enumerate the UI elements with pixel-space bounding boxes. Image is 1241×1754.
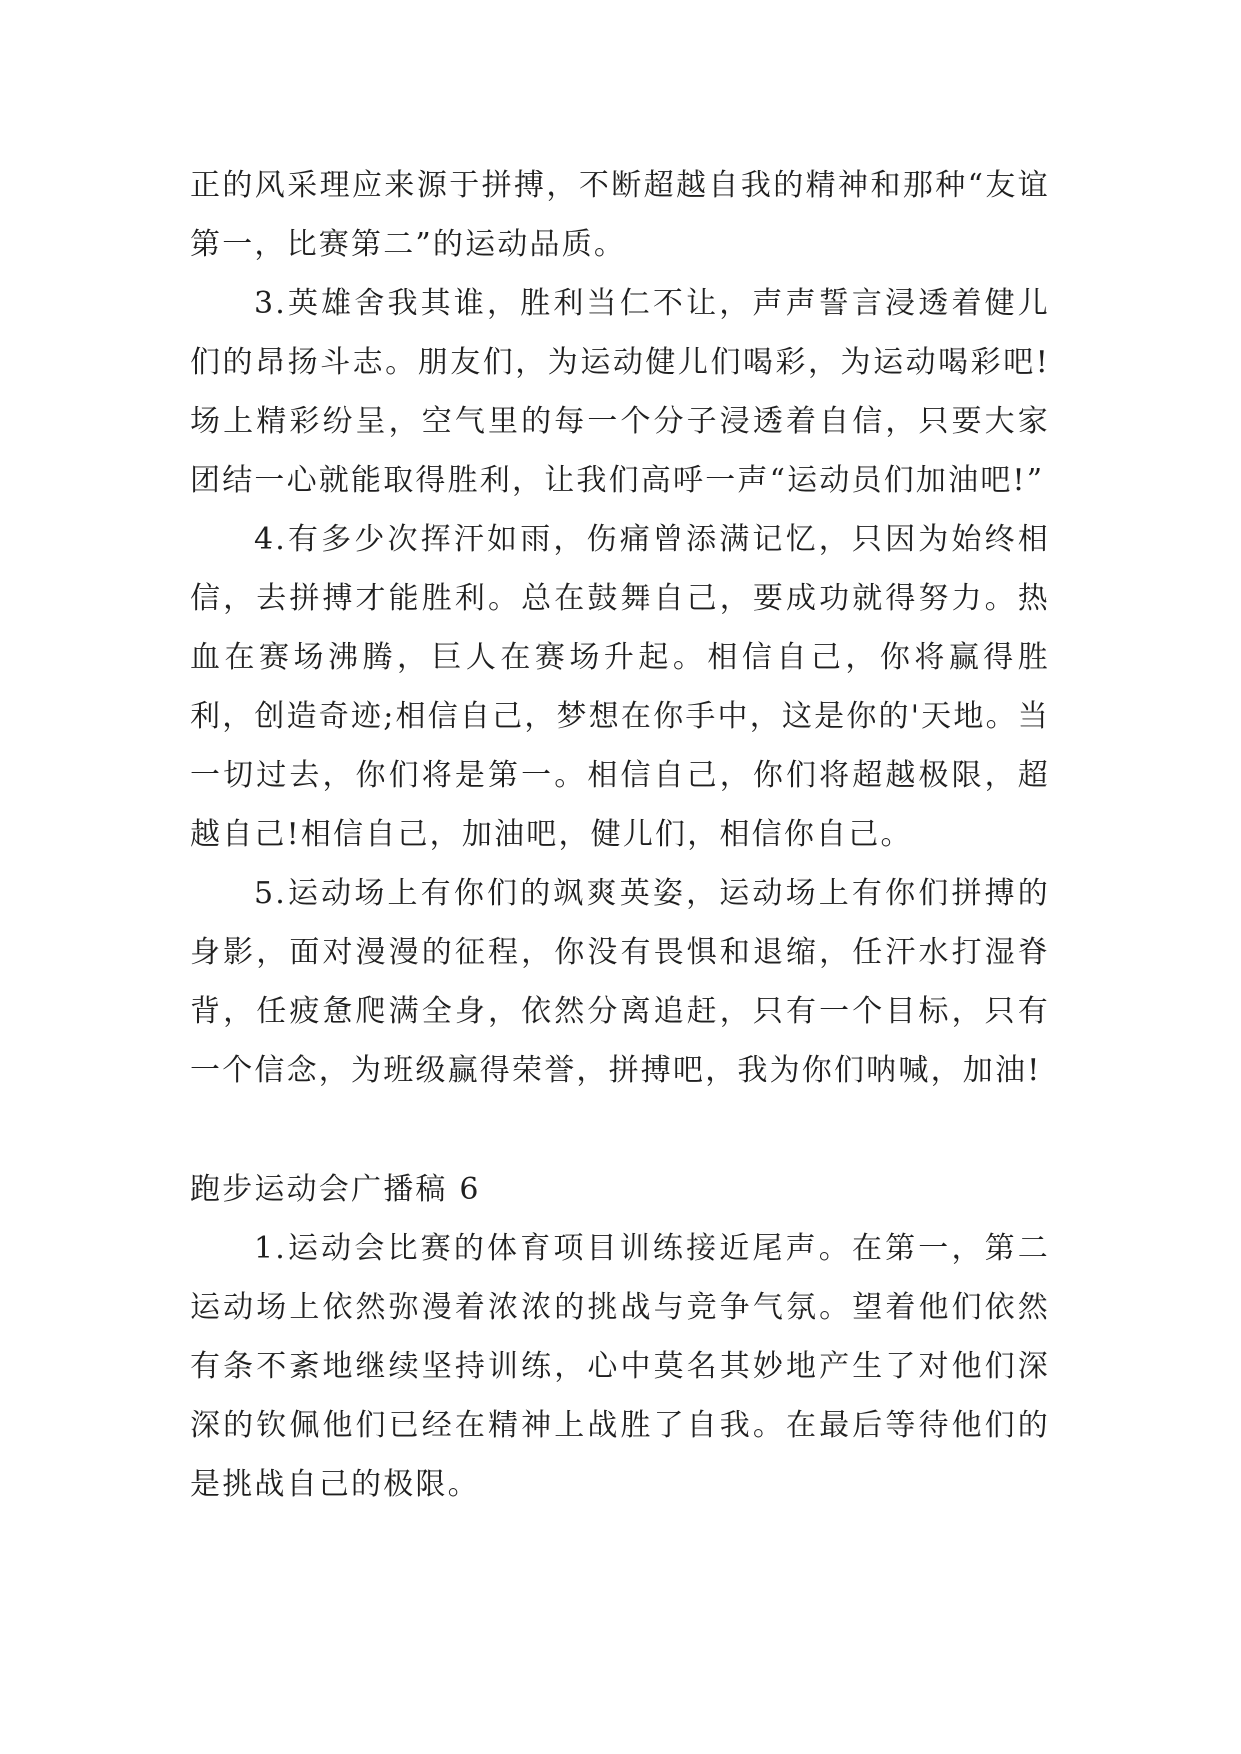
- paragraph-item-5: 5.运动场上有你们的飒爽英姿，运动场上有你们拼搏的身影，面对漫漫的征程，你没有畏惧和退缩，任汗水打湿脊背，任疲惫爬满全身，依然分离追赶，只有一个目标，只有一个信念，为班级赢得荣誉，拼搏吧，我为你们呐喊，加油!: [190, 876, 1050, 1088]
- paragraph-item-3: 3.英雄舍我其谁，胜利当仁不让，声声誓言浸透着健儿们的昂扬斗志。朋友们，为运动健儿们喝彩，为运动喝彩吧!场上精彩纷呈，空气里的每一个分子浸透着自信，只要大家团结一心就能取得胜利，让我们高呼一声“运动员们加油吧!”: [190, 286, 1050, 498]
- paragraph-section6-item-1: 1.运动会比赛的体育项目训练接近尾声。在第一，第二运动场上依然弥漫着浓浓的挑战与竞争气氛。望着他们依然有条不紊地继续坚持训练，心中莫名其妙地产生了对他们深深的钦佩他们已经在精神上战胜了自我。在最后等待他们的是挑战自己的极限。: [190, 1231, 1050, 1502]
- section-heading: 跑步运动会广播稿 6: [190, 1172, 481, 1207]
- document-body: [190, 156, 1050, 1514]
- paragraph-continuation: 正的风采理应来源于拼搏，不断超越自我的精神和那种“友谊第一，比赛第二”的运动品质。: [190, 168, 1050, 262]
- paragraph-item-4: 4.有多少次挥汗如雨，伤痛曾添满记忆，只因为始终相信，去拼搏才能胜利。总在鼓舞自己，要成功就得努力。热血在赛场沸腾，巨人在赛场升起。相信自己，你将赢得胜利，创造奇迹;相信自己，梦想在你手中，这是你的'天地。当一切过去，你们将是第一。相信自己，你们将超越极限，超越自己!相信自己，加油吧，健儿们，相信你自己。: [190, 522, 1050, 852]
